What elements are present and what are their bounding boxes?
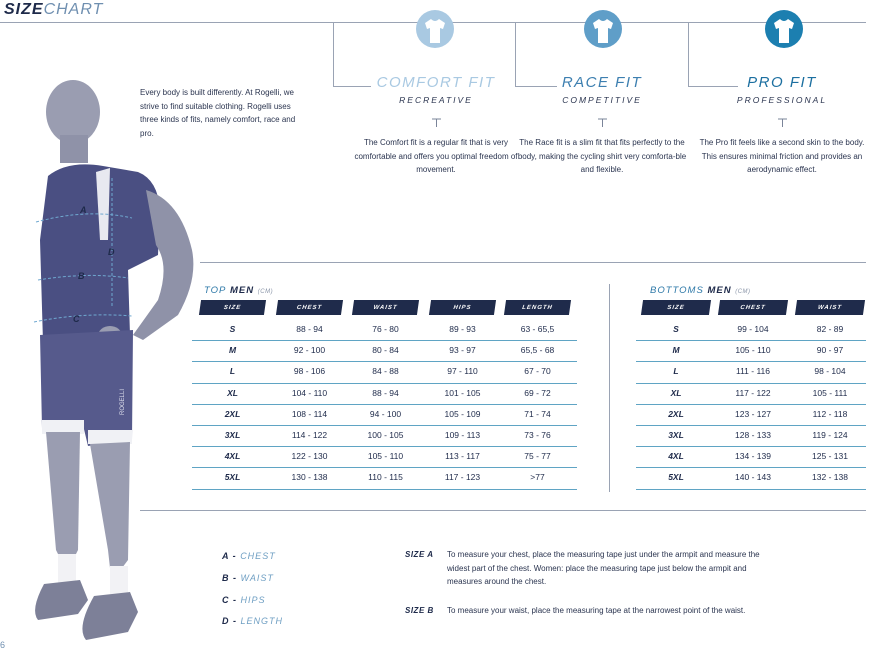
bottom-table-unit: (CM) (735, 289, 751, 295)
table-cell: 140 - 143 (735, 472, 771, 483)
table-cell: 89 - 93 (449, 324, 476, 334)
figure-leg (90, 442, 130, 568)
size-cell: 2XL (224, 408, 241, 419)
instruction-key-a: SIZE A (405, 550, 434, 559)
column-header: HIPS (429, 300, 496, 315)
column-header: WAIST (352, 300, 419, 315)
table-cell: 98 - 104 (814, 366, 846, 377)
legend-key: C - (222, 595, 237, 605)
section-divider (200, 262, 866, 263)
table-cell: 132 - 138 (812, 472, 848, 483)
top-table-title-part2: MEN (230, 285, 255, 296)
row-separator (192, 383, 577, 384)
instruction-text-b: To measure your waist, place the measuring tape at the narrowest point of the waist. (447, 606, 746, 615)
fit-connector (688, 22, 689, 86)
row-separator (192, 425, 577, 426)
intro-text: Every body is built differently. At Rogelli, we strive to find suitable clothing. Rogelli uses three kinds of fits, namely comfort, race and pro. (140, 88, 296, 138)
fit-connector (333, 22, 334, 86)
figure-neck (60, 135, 88, 163)
table-cell: 108 - 114 (291, 408, 328, 419)
bottom-table-title-part2: MEN (707, 285, 732, 296)
figure-shoe (35, 580, 88, 620)
table-cell: 119 - 124 (812, 430, 848, 440)
table-cell: 94 - 100 (369, 408, 402, 419)
instruction-text-a: To measure your chest, place the measuring tape just under the armpit and measure the widest part of the chest. Women: place the measuring tape just below the armpit and measures around the chest. (447, 550, 760, 586)
table-cell: 113 - 117 (445, 451, 480, 462)
page-title-part1: SIZE (4, 1, 44, 18)
size-cell: 4XL (224, 451, 241, 462)
cyclist-figure (28, 80, 203, 650)
table-cell: 80 - 84 (372, 345, 399, 356)
fit-description-pro: The Pro fit feels like a second skin to the body. This ensures minimal friction and provides an aerodynamic effect. (699, 138, 865, 174)
row-separator (636, 340, 866, 341)
table-cell: 105 - 111 (812, 387, 848, 398)
t-marker-icon (778, 118, 787, 127)
size-cell: L (229, 366, 236, 377)
legend-value: HIPS (240, 595, 266, 605)
table-cell: 97 - 110 (447, 366, 478, 377)
section-divider (140, 510, 866, 511)
table-cell: 101 - 105 (444, 387, 481, 398)
size-cell: 5XL (668, 472, 684, 483)
column-header: CHEST (718, 300, 788, 315)
table-cell: 110 - 115 (368, 472, 403, 483)
table-cell: 105 - 109 (444, 408, 481, 419)
label-b: B (78, 271, 85, 281)
table-cell: 63 - 65,5 (520, 324, 555, 334)
column-header: SIZE (641, 300, 711, 315)
row-separator (192, 467, 577, 468)
row-separator (636, 383, 866, 384)
table-cell: 75 - 77 (524, 451, 551, 462)
bottom-table-title (650, 285, 751, 296)
table-cell: 84 - 88 (372, 366, 399, 377)
table-cell: 90 - 97 (816, 345, 844, 356)
table-cell: 125 - 131 (812, 451, 848, 462)
table-cell: 93 - 97 (449, 345, 476, 356)
legend-value: WAIST (240, 573, 274, 583)
table-cell: 82 - 89 (816, 324, 844, 334)
table-cell: 117 - 123 (444, 472, 481, 483)
table-divider (609, 284, 610, 492)
column-header: CHEST (276, 300, 343, 315)
size-cell: L (673, 366, 679, 377)
figure-head (46, 80, 100, 144)
top-table-title (204, 285, 273, 296)
fit-subtitle-comfort: RECREATIVE (399, 95, 473, 105)
column-header: SIZE (199, 300, 266, 315)
row-separator (636, 404, 866, 405)
table-cell: 123 - 127 (735, 408, 771, 419)
page-title-part2: CHART (43, 1, 104, 18)
legend-value: LENGTH (240, 616, 284, 626)
instruction-key-b: SIZE B (405, 606, 434, 615)
legend-length (222, 616, 283, 626)
size-cell: S (673, 324, 679, 334)
size-cell: 5XL (224, 472, 241, 483)
bottom-table-title-part1: BOTTOMS (650, 285, 704, 296)
size-cell: 3XL (668, 430, 684, 440)
legend-chest (222, 551, 276, 561)
table-cell: 104 - 110 (291, 387, 328, 398)
fit-title-race: RACE FIT (561, 74, 643, 91)
table-cell: 128 - 133 (735, 430, 771, 440)
table-cell: 105 - 110 (735, 345, 771, 356)
legend-key: A - (222, 551, 237, 561)
size-cell: XL (227, 387, 238, 398)
row-separator (192, 489, 577, 490)
size-cell: M (672, 345, 680, 356)
table-cell: 122 - 130 (291, 451, 328, 462)
figure-leg-band (88, 430, 132, 444)
fit-title-pro: PRO FIT (747, 74, 817, 91)
fit-description-comfort: The Comfort fit is a regular fit that is very comfortable and offers you optimal freedom of movement. (354, 138, 518, 174)
figure-leg (46, 432, 80, 558)
figure-sock (110, 566, 128, 596)
table-cell: 112 - 118 (812, 408, 848, 419)
label-d: D (108, 247, 115, 257)
table-cell: 76 - 80 (372, 324, 399, 334)
shirt-comfort-icon (415, 9, 455, 49)
table-cell: 111 - 116 (735, 366, 771, 377)
table-cell: >77 (530, 472, 545, 483)
size-cell: M (228, 345, 237, 356)
fit-subtitle-pro: PROFESSIONAL (736, 95, 828, 105)
label-a: A (80, 205, 87, 215)
table-cell: 69 - 72 (524, 387, 551, 398)
fit-description-race: The Race fit is a slim fit that fits perfectly to the body, making the cycling shirt very comforta-ble and flexible. (517, 138, 687, 174)
size-cell: XL (670, 387, 682, 398)
row-separator (636, 425, 866, 426)
top-table-title-part1: TOP (204, 285, 227, 296)
legend-key: B - (222, 573, 237, 583)
page-title (4, 1, 103, 19)
legend-key: D - (222, 616, 237, 626)
shirt-race-icon (583, 9, 623, 49)
row-separator (636, 361, 866, 362)
fit-title-comfort: COMFORT FIT (376, 74, 496, 91)
figure-sock (58, 554, 76, 584)
table-cell: 134 - 139 (735, 451, 771, 462)
size-cell: 2XL (668, 408, 684, 419)
table-cell: 114 - 122 (291, 430, 328, 440)
row-separator (192, 340, 577, 341)
row-separator (192, 446, 577, 447)
figure-brand-text: ROGELLI (120, 388, 126, 415)
table-cell: 98 - 106 (293, 366, 326, 377)
table-cell: 71 - 74 (524, 408, 551, 419)
column-header: LENGTH (504, 300, 571, 315)
table-cell: 117 - 122 (735, 387, 771, 398)
row-separator (192, 404, 577, 405)
table-cell: 109 - 113 (444, 430, 481, 440)
table-cell: 88 - 94 (372, 387, 399, 398)
row-separator (636, 489, 866, 490)
legend-value: CHEST (240, 551, 276, 561)
legend-hips (222, 595, 266, 605)
row-separator (192, 361, 577, 362)
row-separator (636, 467, 866, 468)
size-cell: S (229, 324, 236, 334)
size-cell: 3XL (224, 430, 241, 440)
column-header: WAIST (795, 300, 865, 315)
legend-waist (222, 573, 274, 583)
table-cell: 105 - 110 (367, 451, 404, 462)
fit-subtitle-race: COMPETITIVE (562, 95, 642, 105)
table-cell: 65,5 - 68 (520, 345, 555, 356)
table-cell: 67 - 70 (524, 366, 551, 377)
table-cell: 73 - 76 (524, 430, 551, 440)
shirt-pro-icon (764, 9, 804, 49)
t-marker-icon (598, 118, 607, 127)
table-cell: 92 - 100 (293, 345, 326, 356)
figure-leg-band (42, 420, 84, 434)
top-table-unit: (CM) (257, 289, 274, 295)
t-marker-icon (432, 118, 441, 127)
page-number: 6 (0, 640, 6, 650)
label-c: C (73, 314, 80, 324)
table-cell: 88 - 94 (296, 324, 323, 334)
table-cell: 130 - 138 (291, 472, 328, 483)
row-separator (636, 446, 866, 447)
figure-shoe (82, 592, 138, 640)
table-cell: 99 - 104 (737, 324, 769, 334)
size-cell: 4XL (668, 451, 684, 462)
table-cell: 100 - 105 (367, 430, 404, 440)
